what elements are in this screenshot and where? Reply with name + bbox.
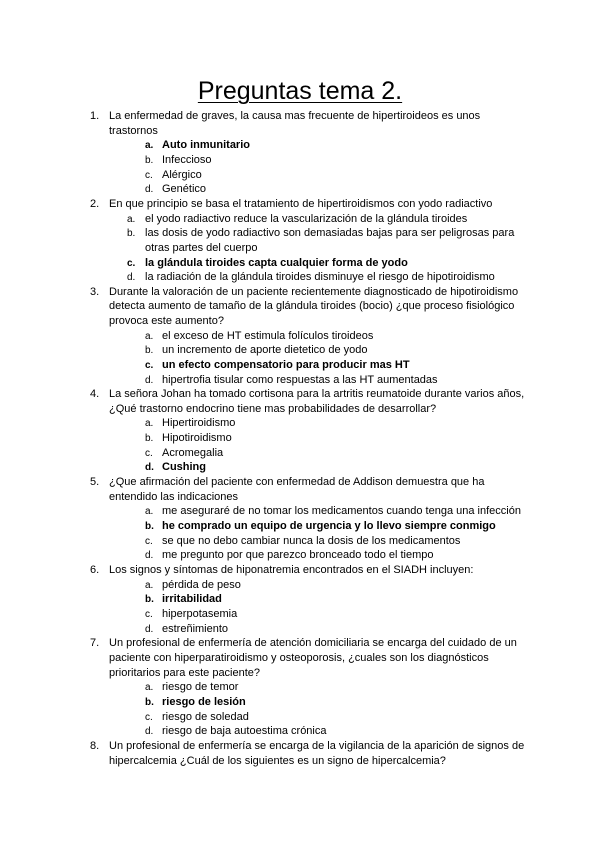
option-text: hipertrofia tisular como respuestas a las HT aumentadas (162, 374, 438, 386)
question-text: Un profesional de enfermería se encarga de la vigilancia de la aparición de signos de (109, 740, 525, 752)
option-letter: b. (145, 433, 154, 444)
option-text: he comprado un equipo de urgencia y lo llevo siempre conmigo (162, 520, 496, 532)
option-text: irritabilidad (162, 593, 222, 605)
option-text: Hipertiroidismo (162, 417, 236, 429)
option-letter: a. (145, 140, 154, 151)
option-letter: d. (145, 375, 154, 386)
option-letter: c. (145, 536, 153, 547)
option-text: se que no debo cambiar nunca la dosis de los medicamentos (162, 535, 461, 547)
option-letter: b. (145, 594, 154, 605)
option-letter: b. (145, 697, 154, 708)
question-text: En que principio se basa el tratamiento de hipertiroidismos con yodo radiactivo (109, 198, 493, 210)
option-text: Alérgico (162, 169, 202, 181)
question-text: Los signos y síntomas de hiponatremia encontrados en el SIADH incluyen: (109, 564, 474, 576)
option-letter: a. (127, 214, 136, 225)
option-letter: c. (145, 609, 153, 620)
option-text: riesgo de temor (162, 681, 239, 693)
question-text: trastornos (109, 125, 158, 137)
question-number: 2. (90, 198, 100, 210)
option-letter: a. (145, 682, 154, 693)
option-letter: b. (145, 345, 154, 356)
page-title: Preguntas tema 2. (197, 77, 403, 105)
question-text: entendido las indicaciones (109, 491, 239, 503)
question-text: ¿Que afirmación del paciente con enfermedad de Addison demuestra que ha (109, 476, 485, 488)
question-text: provoca este aumento? (109, 315, 224, 327)
option-letter: a. (145, 580, 154, 591)
option-text: Genético (162, 183, 207, 195)
option-text: Auto inmunitario (162, 139, 250, 151)
question-number: 8. (90, 740, 100, 752)
question-text: Un profesional de enfermería de atención domiciliaria se encarga del cuidado de un (109, 637, 517, 649)
option-text: me aseguraré de no tomar los medicamentos cuando tenga una infección (162, 505, 521, 517)
question-text: Durante la valoración de un paciente recientemente diagnosticado de hipotiroidismo (109, 286, 519, 298)
question-text: La enfermedad de graves, la causa mas frecuente de hipertiroideos es unos (109, 110, 481, 122)
option-text: Acromegalia (162, 447, 224, 459)
option-letter: c. (145, 360, 154, 371)
option-text: un incremento de aporte dietetico de yodo (162, 344, 368, 356)
option-letter: c. (145, 712, 153, 723)
option-letter: d. (127, 272, 136, 283)
option-text: un efecto compensatorio para producir mas HT (162, 359, 410, 371)
option-text: riesgo de lesión (162, 696, 246, 708)
option-letter: a. (145, 331, 154, 342)
question-text: hipercalcemia ¿Cuál de los siguientes es un signo de hipercalcemia? (109, 755, 446, 767)
option-text: Infeccioso (162, 154, 212, 166)
option-letter: b. (127, 228, 136, 239)
option-text: el yodo radiactivo reduce la vascularización de la glándula tiroides (145, 213, 468, 225)
option-text: riesgo de baja autoestima crónica (162, 725, 327, 737)
option-text: Hipotiroidismo (162, 432, 232, 444)
option-letter: d. (145, 550, 154, 561)
option-text: hiperpotasemia (162, 608, 238, 620)
option-letter: d. (145, 184, 154, 195)
option-letter: b. (145, 155, 154, 166)
question-text: detecta aumento de tamaño de la glándula tiroides (bocio) ¿que proceso fisiológico (109, 300, 515, 312)
option-letter: c. (145, 170, 153, 181)
option-text: Cushing (162, 461, 206, 473)
question-number: 3. (90, 286, 100, 298)
question-number: 5. (90, 476, 100, 488)
option-letter: d. (145, 624, 154, 635)
question-number: 7. (90, 637, 100, 649)
option-letter: d. (145, 726, 154, 737)
option-letter: b. (145, 521, 154, 532)
option-text: otras partes del cuerpo (145, 242, 258, 254)
question-text: La señora Johan ha tomado cortisona para la artritis reumatoide durante varios años, (109, 388, 525, 400)
option-letter: c. (127, 258, 136, 269)
option-text: pérdida de peso (162, 579, 241, 591)
option-text: el exceso de HT estimula folículos tiroideos (162, 330, 374, 342)
option-letter: a. (145, 418, 154, 429)
option-text: las dosis de yodo radiactivo son demasiadas bajas para ser peligrosas para (145, 227, 515, 239)
option-letter: c. (145, 448, 153, 459)
question-number: 4. (90, 388, 100, 400)
question-text: paciente con hiperparatiroidismo y osteoporosis, ¿cuales son los diagnósticos (109, 652, 489, 664)
option-text: me pregunto por que parezco bronceado todo el tiempo (162, 549, 434, 561)
option-text: la glándula tiroides capta cualquier forma de yodo (145, 257, 408, 269)
option-letter: a. (145, 506, 154, 517)
question-number: 6. (90, 564, 100, 576)
option-text: estreñimiento (162, 623, 229, 635)
question-text: ¿Qué trastorno endocrino tiene mas probabilidades de desarrollar? (109, 403, 437, 415)
question-text: prioritarios para este paciente? (109, 667, 261, 679)
option-text: riesgo de soledad (162, 711, 249, 723)
question-number: 1. (90, 110, 100, 122)
option-text: la radiación de la glándula tiroides disminuye el riesgo de hipotiroidismo (145, 271, 495, 283)
option-letter: d. (145, 462, 154, 473)
